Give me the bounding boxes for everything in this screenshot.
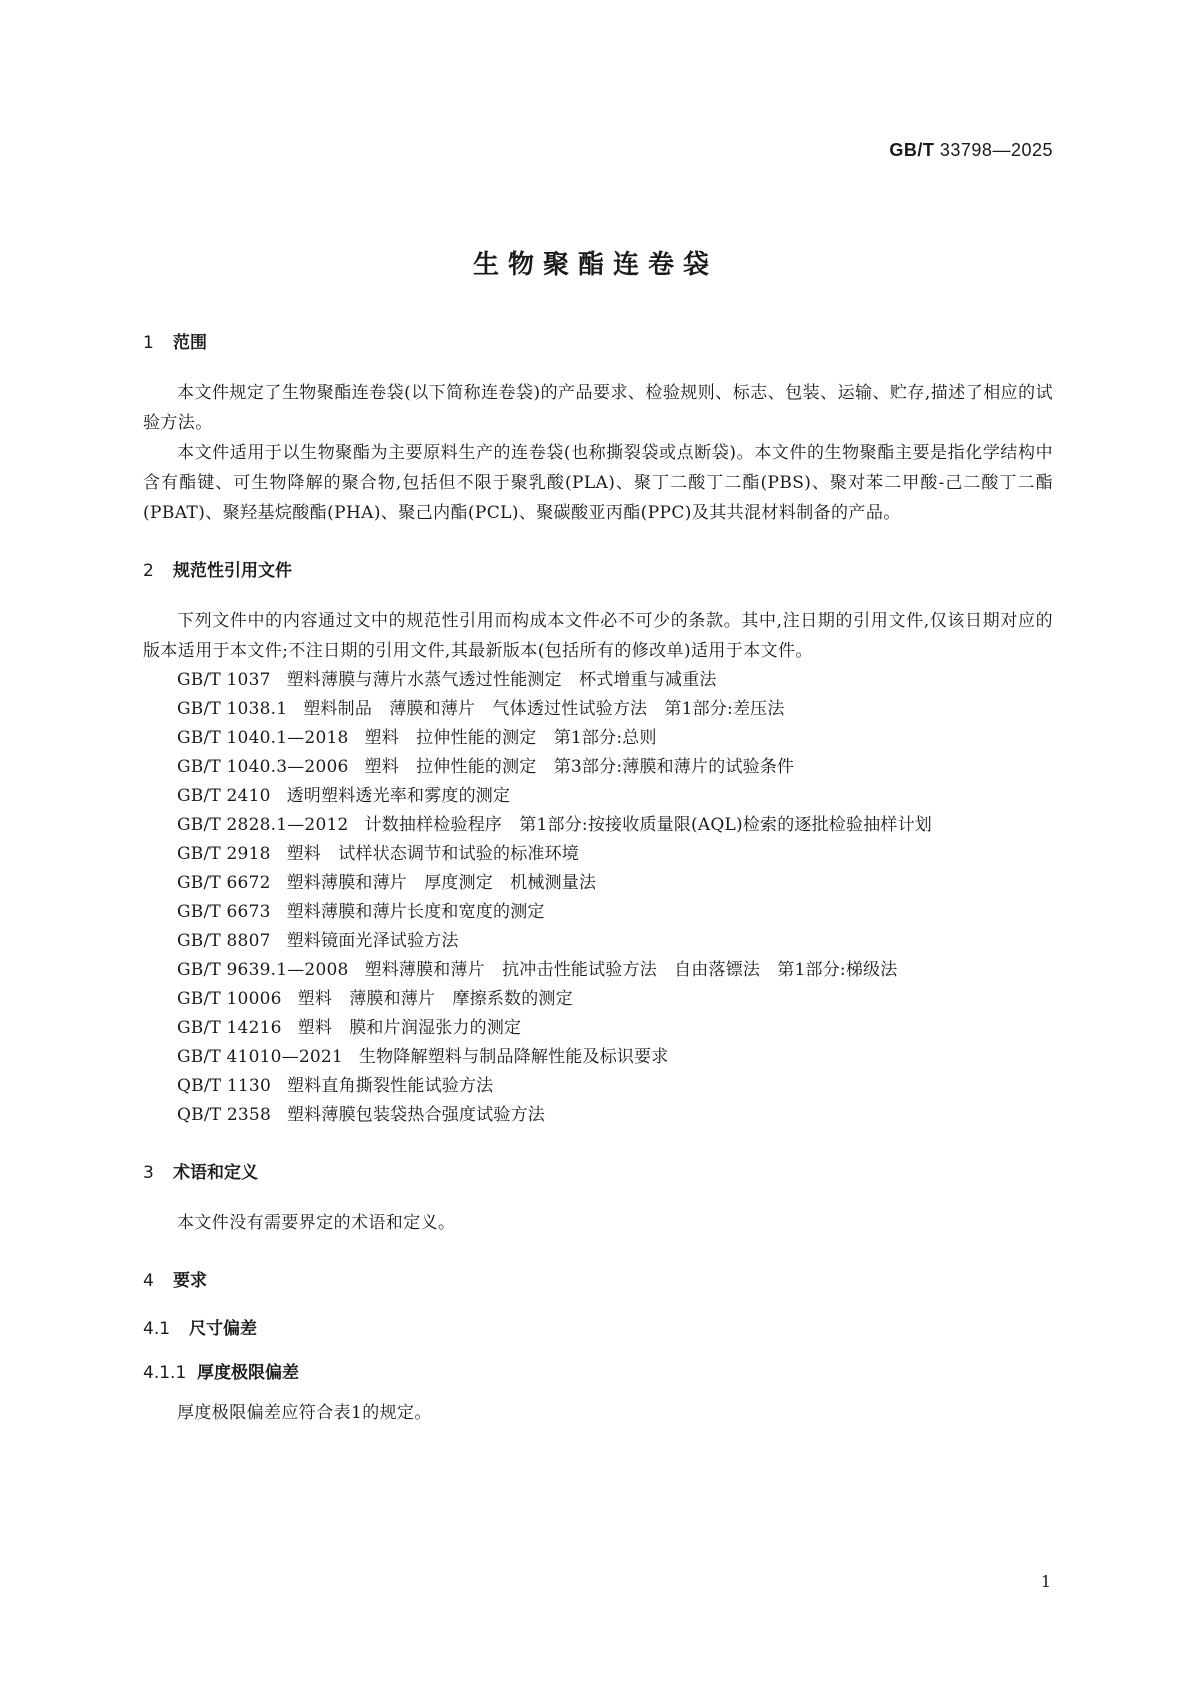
thickness-deviation-text: 厚度极限偏差应符合表1的规定。 xyxy=(177,1403,432,1423)
reference-item: GB/T 2918 塑料 试样状态调节和试验的标准环境 xyxy=(177,844,580,864)
reference-item: GB/T 1040.3—2006 塑料 拉伸性能的测定 第3部分:薄膜和薄片的试验条件 xyxy=(177,757,795,777)
reference-list xyxy=(143,666,1053,1130)
subsection-heading-thickness-deviation xyxy=(143,1360,1053,1386)
section-title: 术语和定义 xyxy=(173,1163,258,1183)
standard-code: GB/T xyxy=(889,140,935,160)
section-heading-scope xyxy=(143,330,1053,356)
reference-item: GB/T 1038.1 塑料制品 薄膜和薄片 气体透过性试验方法 第1部分:差压法 xyxy=(177,699,785,719)
subsection-title: 尺寸偏差 xyxy=(189,1319,257,1339)
subsection-number: 4.1 xyxy=(143,1319,171,1339)
page-number: 1 xyxy=(1040,1572,1051,1591)
reference-item: GB/T 2410 透明塑料透光率和雾度的测定 xyxy=(177,786,511,806)
section-number: 2 xyxy=(143,561,154,581)
section-title: 规范性引用文件 xyxy=(173,561,292,581)
section-number: 1 xyxy=(143,333,154,353)
subsection-number: 4.1.1 xyxy=(143,1363,187,1383)
scope-paragraph-2: 本文件适用于以生物聚酯为主要原料生产的连卷袋(也称撕裂袋或点断袋)。本文件的生物聚酯主要是指化学结构中含有酯键、可生物降解的聚合物,包括但不限于聚乳酸(PLA)、聚丁二酸丁二酯(PBS)、聚对苯二甲酸-己二酸丁二酯(PBAT)、聚羟基烷酸酯(PHA)、聚己内酯(PCL)、聚碳酸亚丙酯(PPC)及其共混材料制备的产品。 xyxy=(143,443,1053,523)
subsection-heading-size-deviation xyxy=(143,1316,1053,1342)
standard-year: 33798—2025 xyxy=(939,140,1053,160)
section-title: 范围 xyxy=(173,333,207,353)
scope-paragraph-1: 本文件规定了生物聚酯连卷袋(以下简称连卷袋)的产品要求、检验规则、标志、包装、运输、贮存,描述了相应的试验方法。 xyxy=(143,383,1053,433)
reference-item: GB/T 6672 塑料薄膜和薄片 厚度测定 机械测量法 xyxy=(177,873,597,893)
reference-item: GB/T 2828.1—2012 计数抽样检验程序 第1部分:按接收质量限(AQL)检索的逐批检验抽样计划 xyxy=(177,815,933,835)
document-title: 生物聚酯连卷袋 xyxy=(472,250,718,280)
section-heading-requirements xyxy=(143,1268,1053,1294)
reference-item: QB/T 2358 塑料薄膜包装袋热合强度试验方法 xyxy=(177,1105,545,1125)
terms-text: 本文件没有需要界定的术语和定义。 xyxy=(177,1213,456,1233)
standard-number xyxy=(889,140,1053,161)
reference-item: GB/T 8807 塑料镜面光泽试验方法 xyxy=(177,931,459,951)
reference-item: GB/T 41010—2021 生物降解塑料与制品降解性能及标识要求 xyxy=(177,1047,669,1067)
section-number: 3 xyxy=(143,1163,154,1183)
section-title: 要求 xyxy=(173,1271,207,1291)
reference-item: QB/T 1130 塑料直角撕裂性能试验方法 xyxy=(177,1076,494,1096)
reference-item: GB/T 9639.1—2008 塑料薄膜和薄片 抗冲击性能试验方法 自由落镖法 第1部分:梯级法 xyxy=(177,960,898,980)
subsection-title: 厚度极限偏差 xyxy=(197,1363,299,1383)
reference-item: GB/T 6673 塑料薄膜和薄片长度和宽度的测定 xyxy=(177,902,545,922)
reference-item: GB/T 14216 塑料 膜和片润湿张力的测定 xyxy=(177,1018,522,1038)
section-heading-refs xyxy=(143,558,1053,584)
refs-intro: 下列文件中的内容通过文中的规范性引用而构成本文件必不可少的条款。其中,注日期的引用文件,仅该日期对应的版本适用于本文件;不注日期的引用文件,其最新版本(包括所有的修改单)适用于本文件。 xyxy=(143,611,1053,661)
section-number: 4 xyxy=(143,1271,154,1291)
reference-item: GB/T 1037 塑料薄膜与薄片水蒸气透过性能测定 杯式增重与减重法 xyxy=(177,670,717,690)
reference-item: GB/T 10006 塑料 薄膜和薄片 摩擦系数的测定 xyxy=(177,989,573,1009)
section-heading-terms xyxy=(143,1160,1053,1186)
document-body xyxy=(143,330,1053,1428)
reference-item: GB/T 1040.1—2018 塑料 拉伸性能的测定 第1部分:总则 xyxy=(177,728,657,748)
